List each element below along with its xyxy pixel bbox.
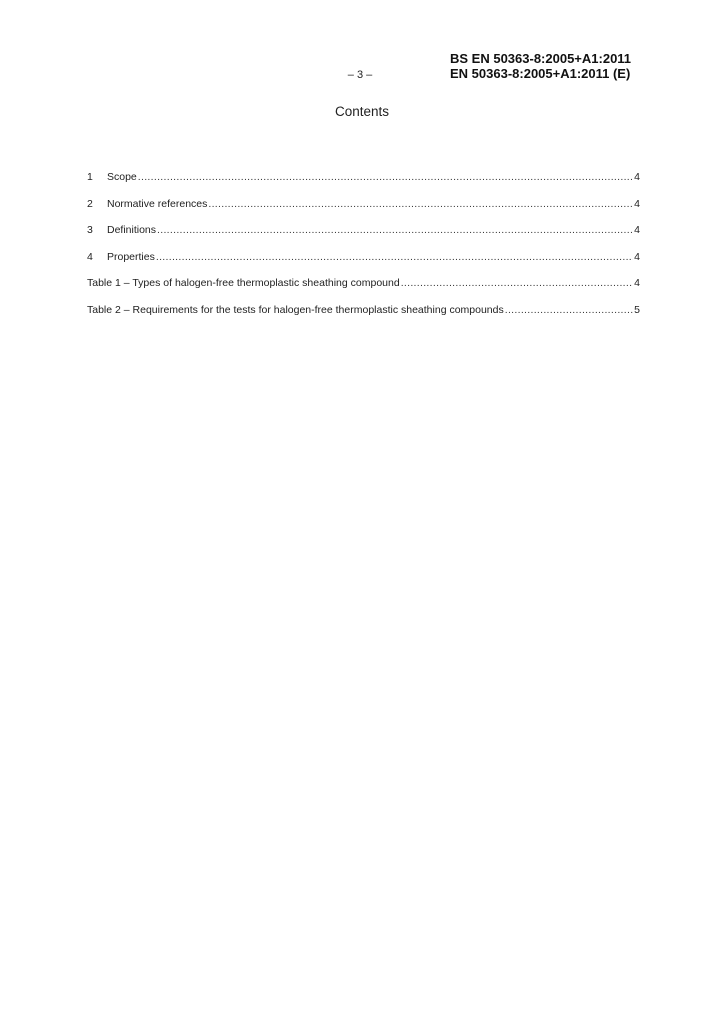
toc-dot-leader xyxy=(157,221,633,239)
standard-designation-line2: EN 50363-8:2005+A1:2011 (E) xyxy=(450,66,631,81)
toc-entry-scope[interactable] xyxy=(87,168,640,195)
toc-entry-page: 4 xyxy=(634,197,640,210)
toc-entry-page: 4 xyxy=(634,250,640,263)
toc-entry-table-1[interactable] xyxy=(87,274,640,301)
standard-designation-line1: BS EN 50363-8:2005+A1:2011 xyxy=(450,51,632,66)
toc-entry-title: Table 1 – Types of halogen-free thermoplastic sheathing compound xyxy=(87,277,400,289)
toc-dot-leader xyxy=(208,195,633,213)
toc-dot-leader xyxy=(138,168,633,186)
toc-entry-number: 2 xyxy=(87,197,93,210)
toc-dot-leader xyxy=(505,301,633,319)
table-of-contents xyxy=(87,168,640,327)
toc-entry-title: Normative references xyxy=(107,197,208,210)
toc-entry-table-2[interactable] xyxy=(87,301,640,328)
toc-entry-page: 4 xyxy=(634,277,640,289)
toc-entry-number: 3 xyxy=(87,224,93,236)
toc-entry-page: 4 xyxy=(634,224,640,236)
toc-entry-definitions[interactable] xyxy=(87,221,640,248)
toc-entry-number: 4 xyxy=(87,250,93,263)
contents-title: Contents xyxy=(334,104,390,119)
toc-entry-page: 5 xyxy=(634,303,640,316)
toc-entry-title: Properties xyxy=(107,250,155,263)
toc-entry-title: Definitions xyxy=(107,224,157,236)
toc-entry-normative-references[interactable] xyxy=(87,195,640,222)
toc-entry-number: 1 xyxy=(87,171,93,183)
toc-entry-page: 4 xyxy=(634,171,640,183)
toc-dot-leader xyxy=(401,274,633,292)
toc-entry-properties[interactable] xyxy=(87,248,640,275)
page-number: – 3 – xyxy=(347,69,373,81)
toc-entry-title: Table 2 – Requirements for the tests for halogen-free thermoplastic sheathing compounds xyxy=(87,303,504,316)
toc-entry-title: Scope xyxy=(107,171,137,183)
toc-dot-leader xyxy=(156,248,633,266)
